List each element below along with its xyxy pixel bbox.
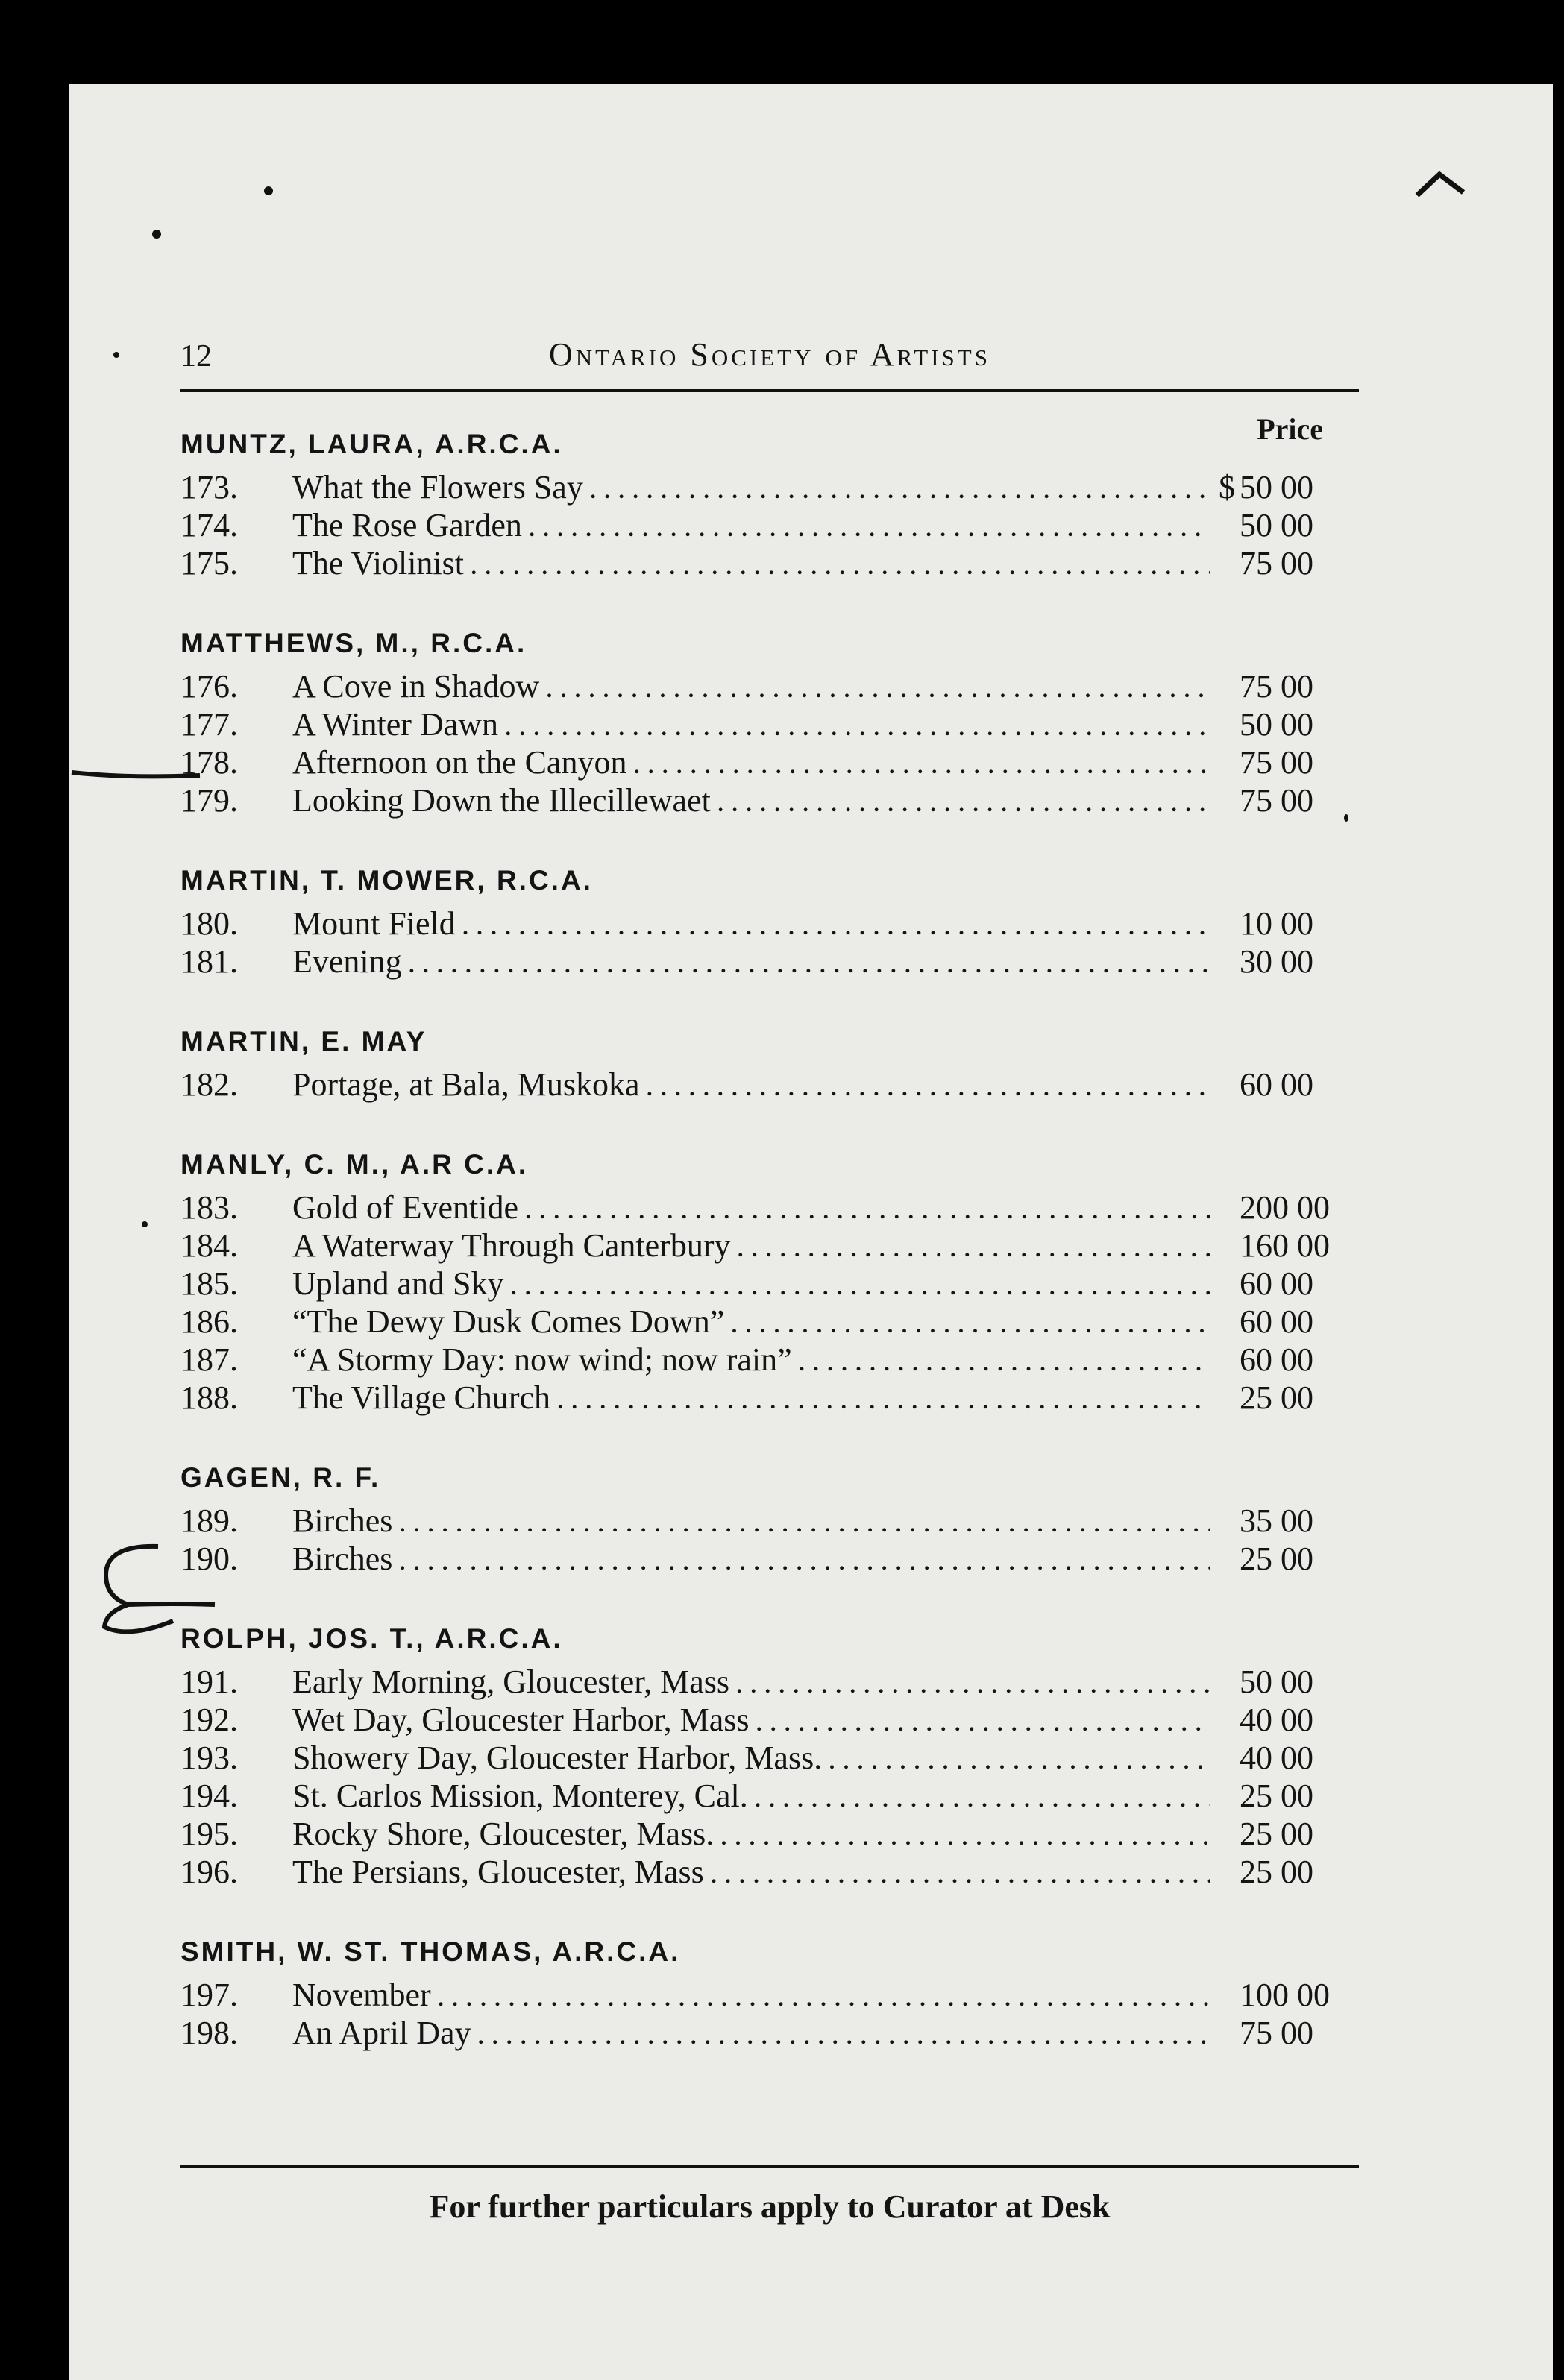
entry-price: 100 00 (1240, 1977, 1330, 2013)
entry-title: Afternoon on the Canyon (292, 744, 627, 781)
entry-title: The Village Church (292, 1379, 551, 1416)
entry-number: 174. (180, 507, 238, 544)
entry-title-leader (292, 1303, 1210, 1344)
entry-number: 185. (180, 1265, 238, 1302)
running-title: Ontario Society of Artists (549, 336, 990, 373)
catalogue-entry (180, 1265, 1359, 1303)
entry-title-leader (292, 1739, 1210, 1781)
entry-title-leader (292, 1379, 1210, 1420)
entry-title-leader (292, 1540, 1210, 1581)
entry-number: 184. (180, 1227, 238, 1264)
entry-price: 60 00 (1240, 1341, 1313, 1378)
entry-number: 182. (180, 1066, 238, 1103)
catalogue-entry (180, 1853, 1359, 1891)
entry-title-leader (292, 1701, 1210, 1742)
entry-price: 25 00 (1240, 1379, 1313, 1416)
entry-title: A Waterway Through Canterbury (292, 1227, 731, 1264)
catalogue-entry (180, 1701, 1359, 1739)
entry-title-leader (292, 544, 1210, 586)
entry-number: 198. (180, 2015, 238, 2051)
catalogue-entry (180, 1663, 1359, 1701)
entry-title: Gold of Eventide (292, 1189, 519, 1226)
catalogue-entry (180, 544, 1359, 582)
entry-title-leader (292, 705, 1210, 747)
entry-price: 50 00 (1240, 706, 1313, 743)
entry-number: 197. (180, 1977, 238, 2013)
entry-title-leader (292, 1227, 1210, 1268)
entry-title: Early Morning, Gloucester, Mass (292, 1663, 730, 1700)
artist-sections (180, 421, 1359, 2052)
entry-title: Birches (292, 1502, 393, 1539)
entry-price: 25 00 (1240, 1778, 1313, 1814)
entry-title: The Violinist (292, 545, 464, 582)
catalogue-entry (180, 1540, 1359, 1578)
entry-title: Rocky Shore, Gloucester, Mass. (292, 1816, 715, 1852)
catalogue-entry (180, 1303, 1359, 1341)
artist-name: SMITH, W. ST. THOMAS, A.R.C.A. (180, 1936, 681, 1967)
artist-block (180, 1018, 1359, 1104)
artist-name: MARTIN, T. MOWER, R.C.A. (180, 865, 593, 895)
catalogue-entry (180, 1227, 1359, 1265)
artist-block (180, 421, 1359, 582)
footer-rule (180, 2165, 1359, 2168)
catalogue-entry (180, 942, 1359, 980)
entry-price: 75 00 (1240, 2015, 1313, 2051)
artist-block (180, 620, 1359, 819)
entry-title: Looking Down the Illecillewaet (292, 782, 711, 819)
catalogue-entry (180, 468, 1359, 506)
entry-price: 75 00 (1240, 744, 1313, 781)
entry-title: The Rose Garden (292, 507, 522, 544)
entry-title: An April Day (292, 2015, 471, 2051)
entry-title-leader (292, 1065, 1210, 1107)
entry-number: 193. (180, 1740, 238, 1776)
entry-number: 190. (180, 1540, 238, 1577)
entry-price: 75 00 (1240, 545, 1313, 582)
entry-title-leader (292, 1777, 1210, 1819)
catalogue-entry (180, 2014, 1359, 2052)
entry-number: 173. (180, 469, 238, 506)
entry-title-leader (292, 743, 1210, 785)
entry-title-leader (292, 468, 1210, 510)
entry-number: 186. (180, 1303, 238, 1340)
entry-title-leader (292, 1853, 1210, 1895)
catalogue-entry (180, 743, 1359, 781)
entry-price: 25 00 (1240, 1854, 1313, 1890)
entry-number: 175. (180, 545, 238, 582)
entry-price: 60 00 (1240, 1265, 1313, 1302)
entry-number: 187. (180, 1341, 238, 1378)
entry-title-leader (292, 1265, 1210, 1306)
artist-name: GAGEN, R. F. (180, 1462, 381, 1493)
entry-title-leader (292, 1502, 1210, 1543)
catalogue-entry (180, 1341, 1359, 1379)
price-column-label: Price (1257, 412, 1323, 446)
artist-name: MATTHEWS, M., R.C.A. (180, 628, 527, 658)
catalogue-entry (180, 1777, 1359, 1815)
entry-number: 192. (180, 1701, 238, 1738)
entry-title: Showery Day, Gloucester Harbor, Mass. (292, 1740, 823, 1776)
entry-title-leader (292, 1341, 1210, 1382)
catalogue-entry (180, 1189, 1359, 1227)
catalogue-entry (180, 667, 1359, 705)
entry-title: Birches (292, 1540, 393, 1577)
artist-block (180, 1928, 1359, 2052)
entry-title: A Winter Dawn (292, 706, 499, 743)
scan-speck (152, 230, 161, 239)
entry-title-leader (292, 1189, 1210, 1230)
entry-price: 10 00 (1240, 905, 1313, 942)
entry-number: 180. (180, 905, 238, 942)
catalogue-entry (180, 1502, 1359, 1540)
entry-title: Upland and Sky (292, 1265, 504, 1302)
handwritten-corner-mark (1411, 166, 1471, 210)
entry-title-leader (292, 904, 1210, 946)
entry-price: 50 00 (1240, 507, 1313, 544)
catalogue-entry (180, 1379, 1359, 1417)
artist-name: MUNTZ, LAURA, A.R.C.A. (180, 429, 563, 459)
entry-price: 75 00 (1240, 668, 1313, 705)
catalogue-entry (180, 1739, 1359, 1777)
entry-price: 60 00 (1240, 1066, 1313, 1103)
entry-price: 25 00 (1240, 1540, 1313, 1577)
entry-title-leader (292, 667, 1210, 709)
entry-title-leader (292, 1976, 1210, 2018)
entry-title-leader (292, 1663, 1210, 1704)
entry-title: Evening (292, 943, 402, 980)
artist-block (180, 1454, 1359, 1578)
entry-number: 177. (180, 706, 238, 743)
catalogue-content (180, 331, 1359, 2225)
entry-title: A Cove in Shadow (292, 668, 540, 705)
catalogue-entry (180, 705, 1359, 743)
entry-number: 189. (180, 1502, 238, 1539)
entry-price: 35 00 (1240, 1502, 1313, 1539)
scan-speck (142, 1221, 148, 1227)
artist-name: MANLY, C. M., A.R C.A. (180, 1149, 529, 1180)
catalogue-page (69, 84, 1553, 2380)
entry-price: 160 00 (1240, 1227, 1330, 1264)
scan-speck (113, 352, 119, 358)
entry-title-leader (292, 781, 1210, 823)
footer-note: For further particulars apply to Curator at Desk (429, 2188, 1111, 2225)
artist-block (180, 857, 1359, 980)
entry-title: Portage, at Bala, Muskoka (292, 1066, 640, 1103)
catalogue-entry (180, 506, 1359, 544)
entry-price: 30 00 (1240, 943, 1313, 980)
entry-title-leader (292, 942, 1210, 984)
entry-number: 176. (180, 668, 238, 705)
entry-price: 50 00 (1240, 1663, 1313, 1700)
entry-price: 60 00 (1240, 1303, 1313, 1340)
catalogue-entry (180, 904, 1359, 942)
entry-title: What the Flowers Say (292, 469, 583, 506)
entry-number: 194. (180, 1778, 238, 1814)
catalogue-entry (180, 1815, 1359, 1853)
entry-title: Mount Field (292, 905, 456, 942)
entry-number: 178. (180, 744, 238, 781)
catalogue-entry (180, 1065, 1359, 1104)
entry-number: 181. (180, 943, 238, 980)
artist-block (180, 1615, 1359, 1891)
entry-price: 25 00 (1240, 1816, 1313, 1852)
entry-number: 196. (180, 1854, 238, 1890)
entry-number: 183. (180, 1189, 238, 1226)
entry-currency: $ (1219, 469, 1235, 506)
page-number: 12 (180, 339, 212, 374)
entry-title: “A Stormy Day: now wind; now rain” (292, 1341, 792, 1378)
entry-number: 195. (180, 1816, 238, 1852)
entry-title-leader (292, 1815, 1210, 1857)
page-header (180, 331, 1359, 392)
entry-title-leader (292, 2014, 1210, 2056)
entry-title: “The Dewy Dusk Comes Down” (292, 1303, 725, 1340)
entry-title: The Persians, Gloucester, Mass (292, 1854, 704, 1890)
entry-number: 188. (180, 1379, 238, 1416)
entry-price: 50 00 (1240, 469, 1313, 506)
entry-title: St. Carlos Mission, Monterey, Cal. (292, 1778, 748, 1814)
entry-price: 40 00 (1240, 1701, 1313, 1738)
artist-name: ROLPH, JOS. T., A.R.C.A. (180, 1623, 563, 1654)
entry-price: 200 00 (1240, 1189, 1330, 1226)
entry-number: 191. (180, 1663, 238, 1700)
artist-name: MARTIN, E. MAY (180, 1026, 427, 1057)
scan-speck (264, 186, 273, 195)
entry-title: November (292, 1977, 431, 2013)
catalogue-entry (180, 781, 1359, 819)
entry-number: 179. (180, 782, 238, 819)
artist-block (180, 1141, 1359, 1417)
entry-title: Wet Day, Gloucester Harbor, Mass (292, 1701, 750, 1738)
entry-price: 75 00 (1240, 782, 1313, 819)
entry-price: 40 00 (1240, 1740, 1313, 1776)
entry-title-leader (292, 506, 1210, 548)
catalogue-entry (180, 1976, 1359, 2014)
